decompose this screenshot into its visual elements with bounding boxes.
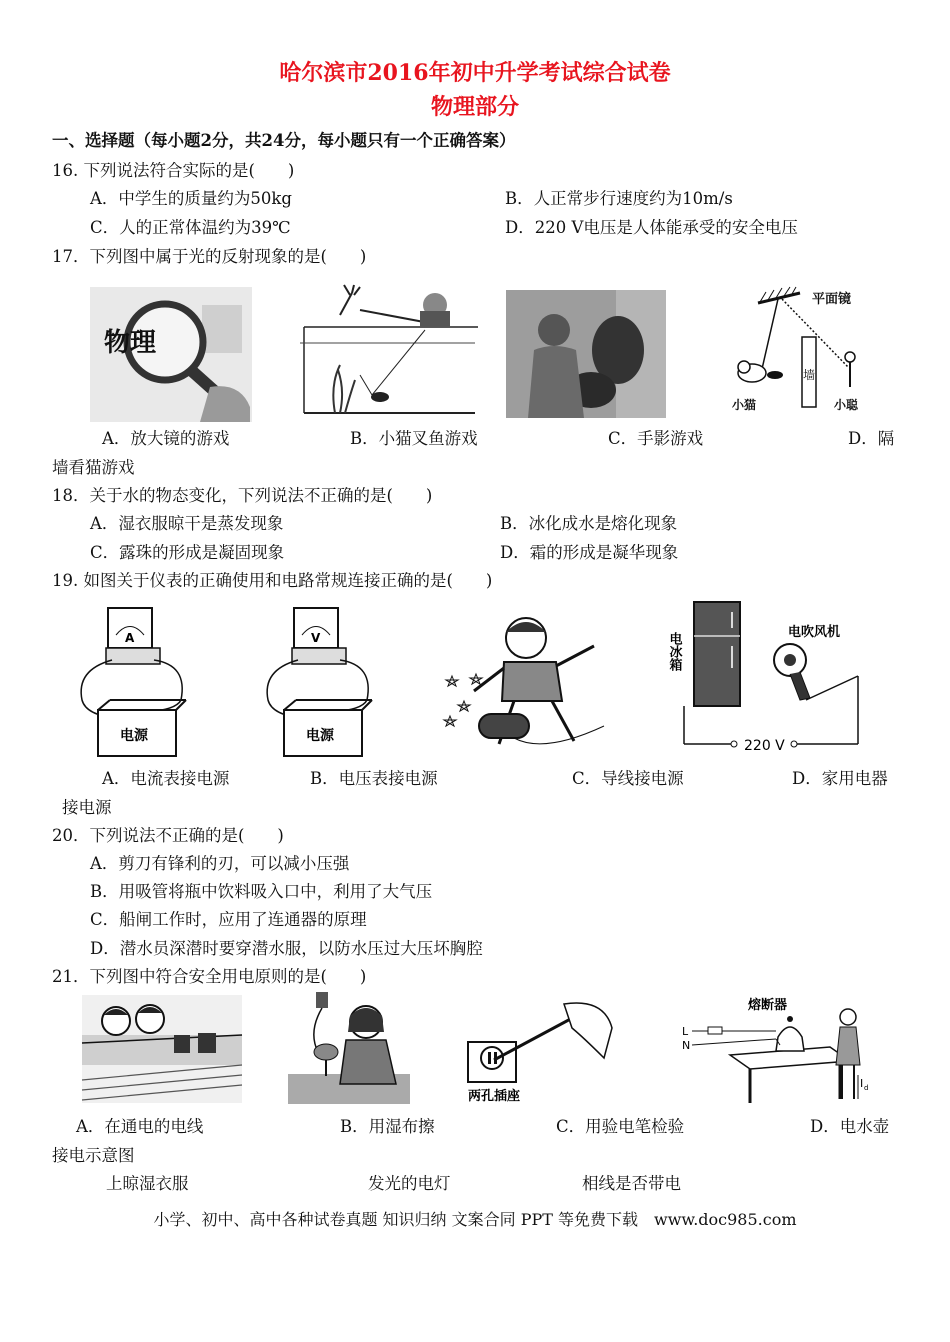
- q18-option-a: A．湿衣服晾干是蒸发现象: [90, 514, 284, 533]
- q21-option-b: B．用湿布擦: [340, 1117, 435, 1136]
- boy-label: 小聪: [834, 398, 859, 412]
- q17-figure-c-hand-shadow: [506, 290, 666, 418]
- q21-figure-a-wet-clothes: [82, 995, 242, 1103]
- q19-figure-a-ammeter: [76, 600, 196, 760]
- q16-option-d: D．220 V电压是人体能承受的安全电压: [505, 218, 798, 237]
- mirror-label: 平面镜: [812, 292, 852, 307]
- q20-option-a: A．剪刀有锋利的刃，可以减小压强: [90, 854, 350, 873]
- dryer-label: 电吹风机: [788, 625, 841, 640]
- q21-option-c-cont: 相线是否带电: [582, 1174, 681, 1193]
- q21-figure-c-test-pen: [464, 998, 614, 1106]
- q19-option-c: C．导线接电源: [572, 769, 684, 788]
- q19-option-d: D．家用电器: [792, 769, 888, 788]
- q16-option-b: B．人正常步行速度约为10m/s: [505, 189, 733, 208]
- power-label-a: 电源: [120, 728, 148, 744]
- exam-subtitle: 物理部分: [430, 94, 519, 120]
- q21-stem: 21．下列图中符合安全用电原则的是( ): [52, 967, 367, 986]
- q18-option-b: B．冰化成水是熔化现象: [500, 514, 678, 533]
- q19-stem: 19. 如图关于仪表的正确使用和电路常规连接正确的是( ): [52, 571, 493, 590]
- q16-option-a: A．中学生的质量约为50kg: [90, 189, 292, 208]
- q21-option-b-cont: 发光的电灯: [368, 1174, 451, 1193]
- fridge-label: 电冰箱: [666, 632, 682, 671]
- cat-label: 小猫: [732, 398, 757, 412]
- q21-figure-b-wet-cloth-lamp: [288, 992, 410, 1104]
- q17-option-c: C．手影游戏: [608, 429, 704, 448]
- ammeter-label: A: [125, 631, 135, 645]
- voltmeter-label: V: [311, 631, 321, 645]
- q17-option-a: A．放大镜的游戏: [102, 429, 230, 448]
- q21-option-a: A．在通电的电线: [76, 1117, 204, 1136]
- q20-option-d: D．潜水员深潜时要穿潜水服，以防水压过大压坏胸腔: [90, 939, 483, 958]
- fuse-label: 熔断器: [748, 998, 788, 1013]
- q16-stem: 16. 下列说法符合实际的是( ): [52, 161, 295, 180]
- q19-figure-d-appliances: [666, 598, 892, 758]
- q20-option-c: C．船闸工作时，应用了连通器的原理: [90, 910, 367, 929]
- q19-option-d-cont: 接电源: [62, 798, 112, 817]
- voltage-label: 220 V: [744, 738, 785, 754]
- live-label: L: [682, 1025, 689, 1038]
- q17-stem: 17．下列图中属于光的反射现象的是( ): [52, 247, 367, 266]
- page-footer: 小学、初中、高中各种试卷真题 知识归纳 文案合同 PPT 等免费下载 www.doc985.com: [153, 1210, 797, 1229]
- q21-option-d-cont: 接电示意图: [52, 1146, 135, 1165]
- q17-option-b: B．小猫叉鱼游戏: [350, 429, 478, 448]
- q17-figure-d-mirror: [730, 287, 870, 417]
- q21-figure-d-kettle: [680, 995, 870, 1105]
- q17-option-d: D．隔: [848, 429, 895, 448]
- q17-option-d-cont: 墙看猫游戏: [52, 458, 135, 477]
- exam-title: 哈尔滨市2016年初中升学考试综合试卷: [279, 60, 671, 86]
- q20-option-b: B．用吸管将瓶中饮料吸入口中，利用了大气压: [90, 882, 433, 901]
- q19-option-a: A．电流表接电源: [102, 769, 230, 788]
- q21-option-a-cont: 上晾湿衣服: [106, 1174, 189, 1193]
- q20-stem: 20．下列说法不正确的是( ): [52, 826, 284, 845]
- q19-figure-c-short-circuit: [444, 606, 614, 756]
- section-heading: 一、选择题（每小题2分，共24分，每小题只有一个正确答案）: [52, 131, 516, 150]
- q19-figure-b-voltmeter: [262, 600, 382, 760]
- socket-label: 两孔插座: [468, 1089, 521, 1104]
- q16-option-c: C．人的正常体温约为39℃: [90, 218, 291, 237]
- neutral-label: N: [682, 1039, 691, 1052]
- q17-figure-a-magnifier: [90, 287, 252, 422]
- leak-current-label: I: [860, 1077, 864, 1090]
- q18-option-d: D．霜的形成是凝华现象: [500, 543, 679, 562]
- q19-option-b: B．电压表接电源: [310, 769, 438, 788]
- q21-option-c: C．用验电笔检验: [556, 1117, 685, 1136]
- magnifier-text: 物理: [104, 328, 157, 358]
- q18-option-c: C．露珠的形成是凝固现象: [90, 543, 285, 562]
- q17-figure-b-cat-fishing: [300, 285, 478, 420]
- q21-option-d: D．电水壶: [810, 1117, 890, 1136]
- power-label-b: 电源: [306, 728, 334, 744]
- wall-label: 墙: [803, 368, 816, 382]
- leak-current-sub: d: [864, 1084, 869, 1092]
- q18-stem: 18．关于水的物态变化，下列说法不正确的是( ): [52, 486, 433, 505]
